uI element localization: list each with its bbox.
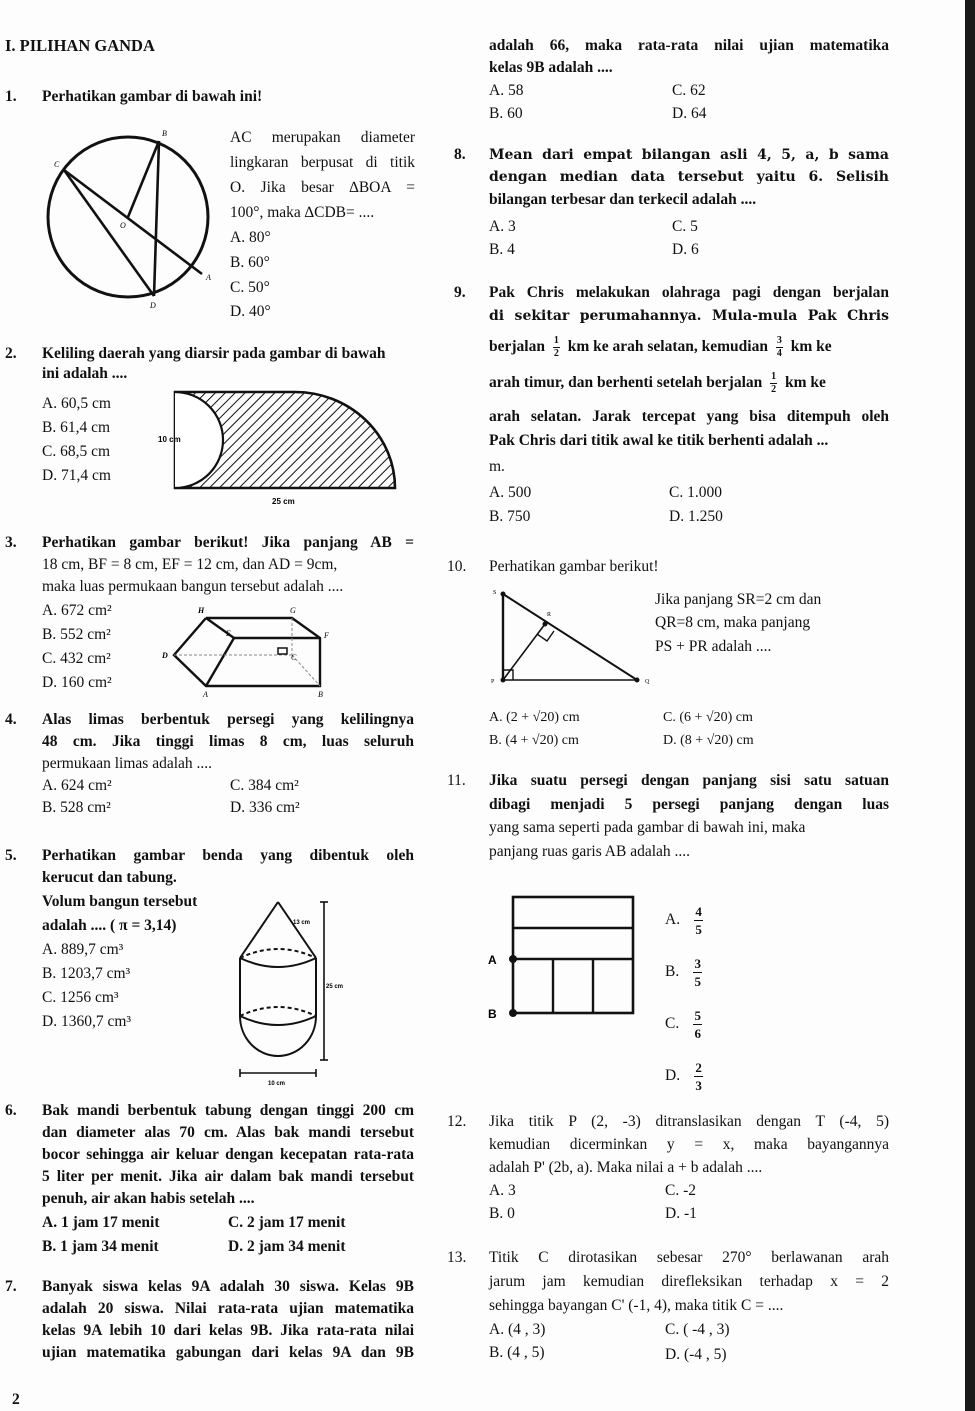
question-stem: Volum bangun tersebut	[42, 893, 198, 910]
option-c[interactable]: C. 68,5 cm	[42, 443, 111, 460]
svg-text:13 cm: 13 cm	[293, 920, 311, 926]
question-number: 12.	[447, 1113, 467, 1130]
question-stem: Mean dari empat bilangan asli 4, 5, a, b sama	[489, 147, 889, 163]
option-a[interactable]: A. (4 , 3)	[489, 1321, 546, 1338]
option-c[interactable]: C. 1.000	[669, 484, 722, 501]
svg-text:25 cm: 25 cm	[272, 497, 295, 506]
question-stem: maka luas permukaan bangun tersebut adalah ....	[42, 578, 344, 595]
option-b[interactable]: B. 1203,7 cm³	[42, 965, 131, 982]
fraction-three-quarters: $\frac{3}{4}$	[776, 335, 782, 359]
question-stem: 48 cm. Jika tinggi limas 8 cm, luas seluruh	[42, 733, 414, 750]
question-desc: 100°, maka ∆CDB= ....	[230, 204, 375, 221]
svg-text:H: H	[198, 606, 205, 615]
option-b[interactable]: B. (4 + √20) cm	[489, 733, 579, 748]
question-number: 1.	[5, 88, 17, 105]
option-a[interactable]: A. 889,7 cm³	[42, 941, 124, 958]
option-a[interactable]: A. 500	[489, 484, 532, 501]
svg-text:C: C	[291, 653, 297, 662]
option-d[interactable]: D. 40°	[230, 303, 271, 320]
svg-text:B: B	[162, 129, 167, 138]
option-b[interactable]: B. 528 cm²	[42, 799, 111, 816]
section-title: I. PILIHAN GANDA	[5, 36, 155, 55]
svg-text:D: D	[162, 651, 168, 660]
question-stem: dibagi menjadi 5 persegi panjang dengan luas	[489, 796, 889, 813]
question-stem: sehingga bayangan C' (-1, 4), maka titik C = ....	[489, 1297, 784, 1314]
question-stem: Bak mandi berbentuk tabung dengan tinggi 200 cm	[42, 1102, 414, 1119]
option-d[interactable]: D. 336 cm²	[230, 799, 300, 816]
svg-text:P: P	[491, 679, 495, 685]
option-a[interactable]: A. 3	[489, 1182, 516, 1199]
svg-text:10 cm: 10 cm	[268, 1081, 286, 1087]
question-stem: Alas limas berbentuk persegi yang kelilingnya	[42, 711, 414, 728]
question-desc: Jika panjang SR=2 cm dan	[655, 591, 822, 608]
question-stem: kelas 9B adalah ....	[489, 59, 613, 76]
option-b[interactable]: B. 60	[489, 105, 523, 122]
svg-text:S: S	[493, 590, 497, 596]
question-stem: penuh, air akan habis setelah ....	[42, 1190, 255, 1207]
question-number: 5.	[5, 847, 17, 864]
question-stem: dengan median data tersebut yaitu 6. Selisih	[489, 169, 889, 185]
option-a[interactable]: A. 672 cm²	[42, 602, 112, 619]
question-number: 4.	[5, 711, 17, 728]
option-b[interactable]: B. 1 jam 34 menit	[42, 1238, 159, 1255]
svg-text:C: C	[54, 160, 60, 169]
option-d[interactable]: D. 6	[672, 241, 699, 258]
question-stem: adalah .... ( π = 3,14)	[42, 917, 177, 934]
question-stem: jarum jam kemudian direfleksikan terhadap x = 2	[489, 1273, 889, 1290]
option-c[interactable]: C. $\frac{5}{6}$	[665, 1007, 701, 1041]
option-a[interactable]: A. 624 cm²	[42, 777, 112, 794]
question-stem: bilangan terbesar dan terkecil adalah ....	[489, 191, 757, 208]
question-stem: ini adalah ....	[42, 365, 128, 382]
option-a[interactable]: A. 1 jam 17 menit	[42, 1214, 160, 1231]
question-stem: kelas 9A lebih 10 dari kelas 9B. Jika rata-rata nilai	[42, 1322, 414, 1339]
question-desc: O. Jika besar ∆BOA =	[230, 179, 415, 196]
option-d[interactable]: D. $\frac{2}{3}$	[665, 1059, 702, 1093]
question-stem: permukaan limas adalah ....	[42, 755, 213, 772]
question-stem: 5 liter per menit. Jika air dalam bak mandi tersebut	[42, 1168, 414, 1185]
fraction-one-half: $\frac{1}{2}$	[553, 335, 559, 359]
option-b[interactable]: B. (4 , 5)	[489, 1344, 545, 1361]
option-a[interactable]: A. (2 + √20) cm	[489, 710, 580, 725]
option-b[interactable]: B. 0	[489, 1205, 515, 1222]
question-stem: Jika titik P (2, -3) ditranslasikan dengan T (-4, 5)	[489, 1113, 889, 1130]
question-stem: di sekitar perumahannya. Mula-mula Pak Chris	[489, 308, 889, 324]
option-b[interactable]: B. 750	[489, 508, 531, 525]
option-c[interactable]: C. -2	[665, 1182, 696, 1199]
question-number: 10.	[447, 558, 467, 575]
svg-text:R: R	[547, 612, 552, 618]
question-stem: arah selatan. Jarak tercepat yang bisa ditempuh oleh	[489, 408, 889, 425]
option-b[interactable]: B. 61,4 cm	[42, 419, 111, 436]
question-stem: adalah 66, maka rata-rata nilai ujian matematika	[489, 37, 889, 54]
question-stem: Perhatikan gambar berikut! Jika panjang AB =	[42, 534, 414, 551]
svg-text:B: B	[318, 690, 323, 699]
option-c[interactable]: C. 50°	[230, 279, 270, 296]
svg-text:A: A	[203, 690, 208, 699]
option-c[interactable]: C. 432 cm²	[42, 650, 111, 667]
option-c[interactable]: C. ( -4 , 3)	[665, 1321, 730, 1338]
option-c[interactable]: C. 62	[672, 82, 706, 99]
question-number: 3.	[5, 534, 17, 551]
svg-text:25 cm: 25 cm	[326, 984, 344, 990]
option-c[interactable]: C. 5	[672, 218, 698, 235]
circle-diagram	[40, 130, 220, 310]
question-number: 11.	[447, 772, 466, 789]
fraction-one-half: $\frac{1}{2}$	[771, 371, 777, 395]
question-stem: Keliling daerah yang diarsir pada gambar di bawah	[42, 345, 386, 362]
question-stem: m.	[489, 458, 505, 475]
question-stem: Titik C dirotasikan sebesar 270° berlawanan arah	[489, 1249, 889, 1266]
question-stem: Perhatikan gambar di bawah ini!	[42, 88, 263, 105]
svg-text:B: B	[488, 1007, 497, 1021]
question-desc: QR=8 cm, maka panjang	[655, 614, 811, 631]
question-stem: Perhatikan gambar berikut!	[489, 558, 659, 575]
prism-diagram	[162, 606, 330, 699]
option-b[interactable]: B. $\frac{3}{5}$	[665, 955, 701, 989]
question-number: 7.	[5, 1278, 17, 1295]
option-a[interactable]: A. 3	[489, 218, 516, 235]
page-number: 2	[12, 1391, 20, 1408]
option-b[interactable]: B. 4	[489, 241, 515, 258]
right-triangle-diagram	[491, 590, 655, 690]
option-b[interactable]: B. 552 cm²	[42, 626, 111, 643]
question-stem: bocor sehingga air keluar dengan kecepatan rata-rata	[42, 1146, 414, 1163]
question-number: 6.	[5, 1102, 17, 1119]
question-number: 9.	[454, 284, 466, 301]
option-d[interactable]: D. 71,4 cm	[42, 467, 111, 484]
question-stem: panjang ruas garis AB adalah ....	[489, 843, 691, 860]
option-d[interactable]: D. 64	[672, 105, 707, 122]
svg-text:10 cm: 10 cm	[158, 435, 181, 444]
question-stem: adalah P' (2b, a). Maka nilai a + b adalah ....	[489, 1159, 763, 1176]
option-d[interactable]: D. 160 cm²	[42, 674, 112, 691]
question-number: 2.	[5, 345, 17, 362]
svg-text:G: G	[290, 606, 296, 615]
question-desc: AC merupakan diameter	[230, 129, 415, 146]
option-d[interactable]: D. 1.250	[669, 508, 723, 525]
question-desc: PS + PR adalah ....	[655, 638, 772, 655]
question-stem: kerucut dan tabung.	[42, 869, 177, 886]
svg-text:E: E	[226, 629, 231, 638]
svg-text:Q: Q	[645, 679, 650, 685]
shaded-region-diagram	[158, 388, 410, 508]
option-d[interactable]: D. 2 jam 34 menit	[228, 1238, 346, 1255]
option-c[interactable]: C. 1256 cm³	[42, 989, 119, 1006]
option-d[interactable]: D. 1360,7 cm³	[42, 1013, 132, 1030]
question-desc: lingkaran berpusat di titik	[230, 154, 415, 171]
question-stem: Jika suatu persegi dengan panjang sisi satu satuan	[489, 772, 889, 789]
question-stem: 18 cm, BF = 8 cm, EF = 12 cm, dan AD = 9cm,	[42, 556, 338, 573]
question-stem: Perhatikan gambar benda yang dibentuk oleh	[42, 847, 414, 864]
divided-square-diagram	[480, 890, 640, 1020]
question-stem: Pak Chris melakukan olahraga pagi dengan berjalan	[489, 284, 889, 301]
option-a[interactable]: A. 60,5 cm	[42, 395, 111, 412]
question-stem: Pak Chris dari titik awal ke titik berhenti adalah ...	[489, 432, 829, 449]
question-stem: dan diameter alas 70 cm. Alas bak mandi tersebut	[42, 1124, 414, 1141]
option-a[interactable]: A. 58	[489, 82, 524, 99]
svg-text:A: A	[206, 273, 211, 282]
question-stem: kemudian dicerminkan y = x, maka bayangannya	[489, 1136, 889, 1153]
option-a[interactable]: A. $\frac{4}{5}$	[665, 903, 702, 937]
page-edge-shadow	[965, 0, 975, 1411]
question-number: 13.	[447, 1249, 467, 1266]
option-c[interactable]: C. 2 jam 17 menit	[228, 1214, 346, 1231]
svg-text:O: O	[120, 221, 126, 230]
option-d[interactable]: D. -1	[665, 1205, 697, 1222]
question-stem: adalah 20 siswa. Nilai rata-rata ujian matematika	[42, 1300, 414, 1317]
question-number: 8.	[454, 146, 466, 163]
question-stem-line: arah timur, dan berhenti setelah berjalan $\frac{1}{2}$ km ke	[489, 371, 826, 395]
svg-text:D: D	[150, 301, 156, 310]
option-d[interactable]: D. (8 + √20) cm	[663, 733, 754, 748]
option-a[interactable]: A. 80°	[230, 229, 271, 246]
question-stem-line: berjalan $\frac{1}{2}$ km ke arah selatan, kemudian $\frac{3}{4}$ km ke	[489, 335, 832, 359]
svg-text:A: A	[488, 953, 497, 967]
svg-text:F: F	[324, 631, 329, 640]
question-stem: Banyak siswa kelas 9A adalah 30 siswa. Kelas 9B	[42, 1278, 414, 1295]
question-stem: ujian matematika gabungan dari kelas 9A dan 9B	[42, 1344, 414, 1361]
option-c[interactable]: C. (6 + √20) cm	[663, 710, 753, 725]
option-c[interactable]: C. 384 cm²	[230, 777, 299, 794]
option-d[interactable]: D. (-4 , 5)	[665, 1346, 727, 1363]
cone-cylinder-diagram	[238, 898, 348, 1088]
question-stem: yang sama seperti pada gambar di bawah ini, maka	[489, 819, 806, 836]
option-b[interactable]: B. 60°	[230, 254, 270, 271]
